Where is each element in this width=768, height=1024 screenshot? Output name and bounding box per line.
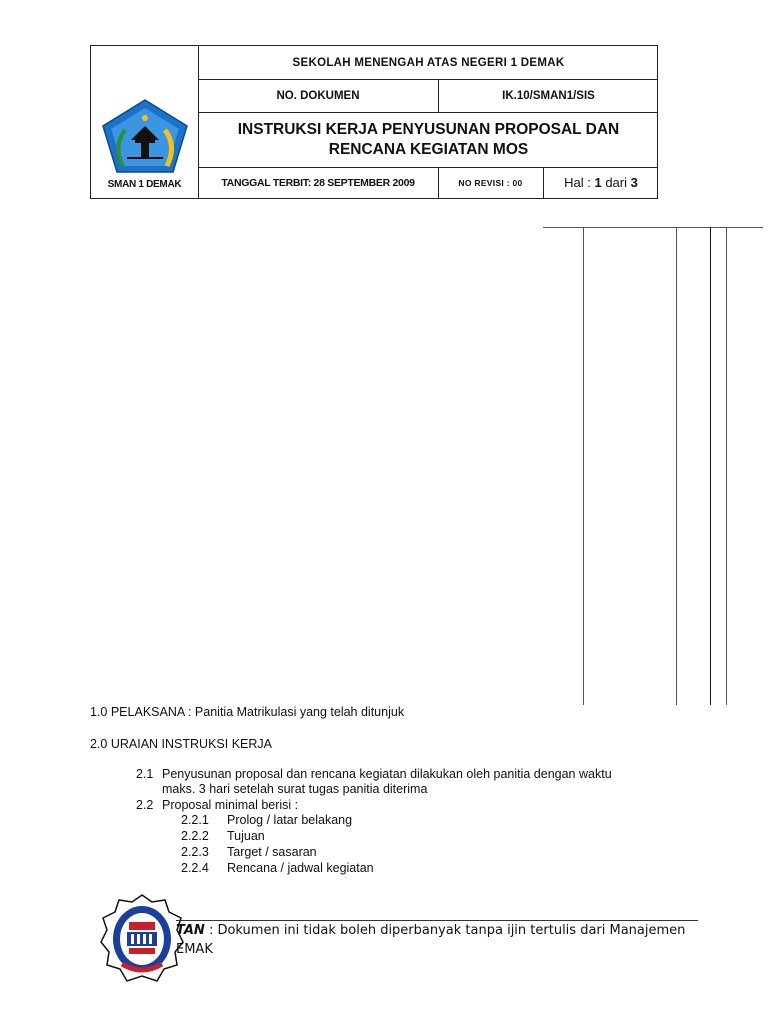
document-title-line: RENCANA KEGIATAN MOS: [328, 140, 529, 158]
document-header: [90, 45, 658, 199]
subitem-text: Rencana / jadwal kegiatan: [227, 861, 374, 875]
regency-seal: [97, 892, 187, 990]
table-rule: [543, 227, 763, 228]
table-rule: [710, 227, 711, 705]
page-total: 3: [630, 175, 638, 190]
school-logo: [91, 96, 198, 176]
page-indicator: [543, 167, 659, 198]
note-label: TAN: [176, 923, 205, 938]
table-rule: [726, 227, 727, 705]
pentagon-logo-icon: [97, 96, 193, 176]
section-heading: 2.0 URAIAN INSTRUKSI KERJA: [90, 737, 272, 751]
issue-date: TANGGAL TERBIT: 28 SEPTEMBER 2009: [221, 176, 415, 189]
item-number: 2.1: [136, 767, 154, 781]
subitem-number: 2.2.3: [181, 845, 209, 859]
document-number-label: NO. DOKUMEN: [276, 89, 360, 102]
copyright-note-continued: EMAK: [176, 942, 213, 957]
item-text: Proposal minimal berisi :: [162, 798, 299, 812]
subitem-number: 2.2.4: [181, 861, 209, 875]
page-label: Hal :: [564, 175, 595, 190]
subitem-text: Prolog / latar belakang: [227, 813, 353, 827]
document-title: [198, 112, 659, 167]
document-number-value: IK.10/SMAN1/SIS: [502, 89, 595, 102]
table-rule: [583, 227, 584, 705]
logo-caption: SMAN 1 DEMAK: [107, 178, 182, 190]
page-of: dari: [601, 175, 631, 190]
revision-number: NO REVISI : 00: [458, 177, 523, 188]
copyright-note: [176, 922, 685, 940]
school-name: SEKOLAH MENENGAH ATAS NEGERI 1 DEMAK: [292, 56, 565, 69]
item-text: Penyusunan proposal dan rencana kegiatan dilakukan oleh panitia dengan waktu: [162, 767, 612, 781]
subitem-text: Tujuan: [227, 829, 265, 843]
section-executor: 1.0 PELAKSANA : Panitia Matrikulasi yang telah ditunjuk: [90, 705, 405, 719]
subitem-text: Target / sasaran: [227, 845, 317, 859]
regency-seal-icon: [97, 892, 187, 990]
table-rule: [676, 227, 677, 705]
footer-divider: [176, 920, 698, 921]
page-number: 1: [594, 175, 602, 190]
subitem-number: 2.2.2: [181, 829, 209, 843]
item-text: maks. 3 hari setelah surat tugas panitia diterima: [162, 782, 428, 796]
note-text: : Dokumen ini tidak boleh diperbanyak tanpa ijin tertulis dari Manajemen: [204, 923, 686, 938]
subitem-number: 2.2.1: [181, 813, 209, 827]
document-title-line: INSTRUKSI KERJA PENYUSUNAN PROPOSAL DAN: [237, 120, 620, 138]
item-number: 2.2: [136, 798, 154, 812]
